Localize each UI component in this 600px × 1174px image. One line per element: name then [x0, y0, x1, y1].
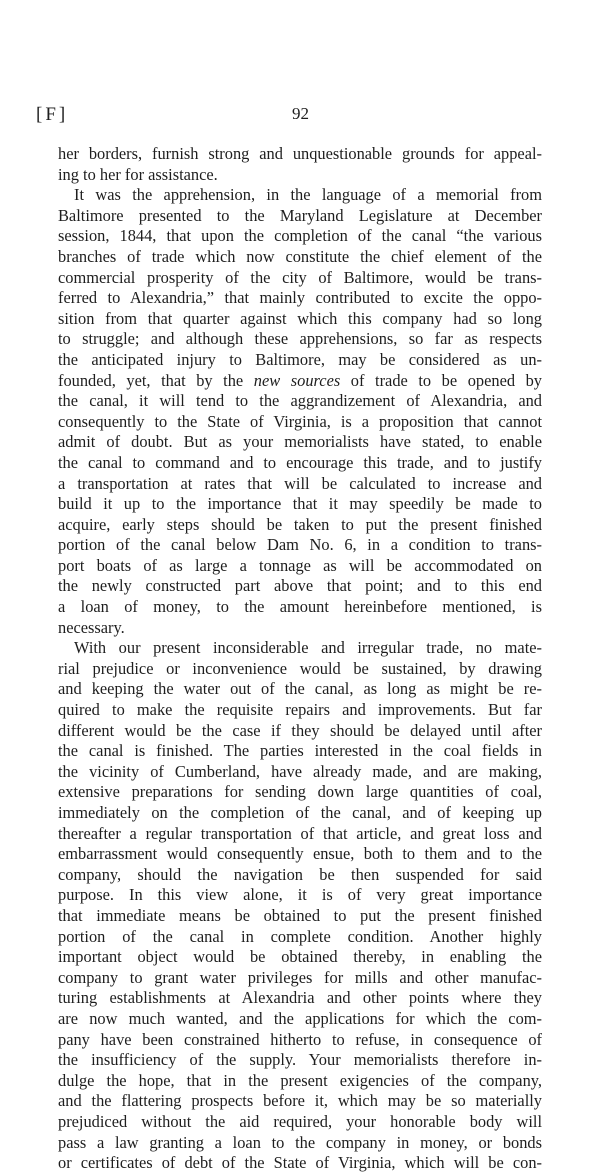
text-line: the newly constructed part above that point; and to this end [58, 576, 542, 596]
text-line: build it up to the importance that it may speedily be made to [58, 494, 542, 514]
text-line: the insufficiency of the supply. Your memorialists therefore in- [58, 1050, 542, 1070]
text-line: sition from that quarter against which this company had so long [58, 308, 542, 328]
text-line: prejudiced without the aid required, your honorable body will [58, 1111, 542, 1131]
text-line: the canal to command and to encourage this trade, and to justify [58, 452, 542, 472]
text-line: rial prejudice or inconvenience would be sustained, by drawing [58, 658, 542, 678]
text-line: her borders, furnish strong and unquestionable grounds for appeal- [58, 144, 542, 163]
text-line: company, should the navigation be then suspended for said [58, 864, 542, 884]
text-line: pass a law granting a loan to the company in money, or bonds [58, 1132, 542, 1152]
text-line: portion of the canal below Dam No. 6, in a condition to trans- [58, 535, 542, 555]
text-line: It was the apprehension, in the language of a memorial from [74, 185, 542, 205]
text-line: Baltimore presented to the Maryland Legislature at December [58, 205, 542, 225]
text-line: and keeping the water out of the canal, as long as might be re- [58, 679, 542, 699]
text-line: the canal is finished. The parties interested in the coal fields in [58, 741, 542, 761]
text-line: that immediate means be obtained to put the present finished [58, 905, 542, 925]
text-line: different would be the case if they should be delayed until after [58, 720, 542, 740]
text-line: portion of the canal in complete condition. Another highly [58, 926, 542, 946]
text-line: ferred to Alexandria,” that mainly contributed to excite the oppo- [58, 288, 542, 308]
text-line: the anticipated injury to Baltimore, may be considered as un- [58, 349, 542, 369]
text-line: port boats of as large a tonnage as will be accommodated on [58, 555, 542, 575]
text-line: company to grant water privileges for mills and other manufac- [58, 967, 542, 987]
text-line: ing to her for assistance. [58, 164, 218, 184]
text-line: consequently to the State of Virginia, is a proposition that cannot [58, 411, 542, 431]
text-line: the vicinity of Cumberland, have already made, and are making, [58, 761, 542, 781]
text-line: founded, yet, that by the new sources of trade to be opened by [58, 370, 543, 390]
text-line: pany have been constrained hitherto to refuse, in consequence of [58, 1029, 542, 1049]
text-line: purpose. In this view alone, it is of very great importance [58, 885, 542, 905]
text-line: a transportation at rates that will be calculated to increase and [58, 473, 542, 493]
text-line: extensive preparations for sending down large quantities of coal, [58, 782, 542, 802]
text-line: thereafter a regular transportation of that article, and great loss and [58, 823, 542, 843]
text-line: or certificates of debt of the State of Virginia, which will be con- [58, 1153, 542, 1173]
text-line: admit of doubt. But as your memorialists have stated, to enable [58, 432, 542, 452]
text-line: the canal, it will tend to the aggrandizement of Alexandria, and [58, 391, 542, 411]
text-line: to struggle; and although these apprehensions, so far as respects [58, 329, 542, 349]
text-line: commercial prosperity of the city of Baltimore, would be trans- [58, 267, 542, 287]
page-number: 92 [292, 104, 309, 123]
body-text [58, 144, 542, 1174]
signature-mark: [F] [36, 104, 69, 125]
text-line: immediately on the completion of the canal, and of keeping up [58, 803, 542, 822]
text-line: turing establishments at Alexandria and other points where they [58, 988, 542, 1008]
text-line: important object would be obtained thereby, in enabling the [58, 947, 542, 967]
text-line: necessary. [58, 617, 125, 637]
text-line: are now much wanted, and the applications for which the com- [58, 1008, 542, 1028]
text-line: and the flattering prospects before it, which may be so materially [58, 1091, 542, 1111]
text-line: embarrassment would consequently ensue, both to them and to the [58, 844, 542, 864]
text-line: a loan of money, to the amount hereinbefore mentioned, is [58, 597, 542, 617]
text-line: With our present inconsiderable and irregular trade, no mate- [74, 638, 542, 658]
text-line: branches of trade which now constitute the chief element of the [58, 246, 542, 266]
text-line: quired to make the requisite repairs and improvements. But far [58, 700, 542, 720]
text-line: dulge the hope, that in the present exigencies of the company, [58, 1070, 542, 1090]
text-line: acquire, early steps should be taken to put the present finished [58, 514, 542, 534]
text-line: session, 1844, that upon the completion of the canal “the various [58, 226, 542, 246]
